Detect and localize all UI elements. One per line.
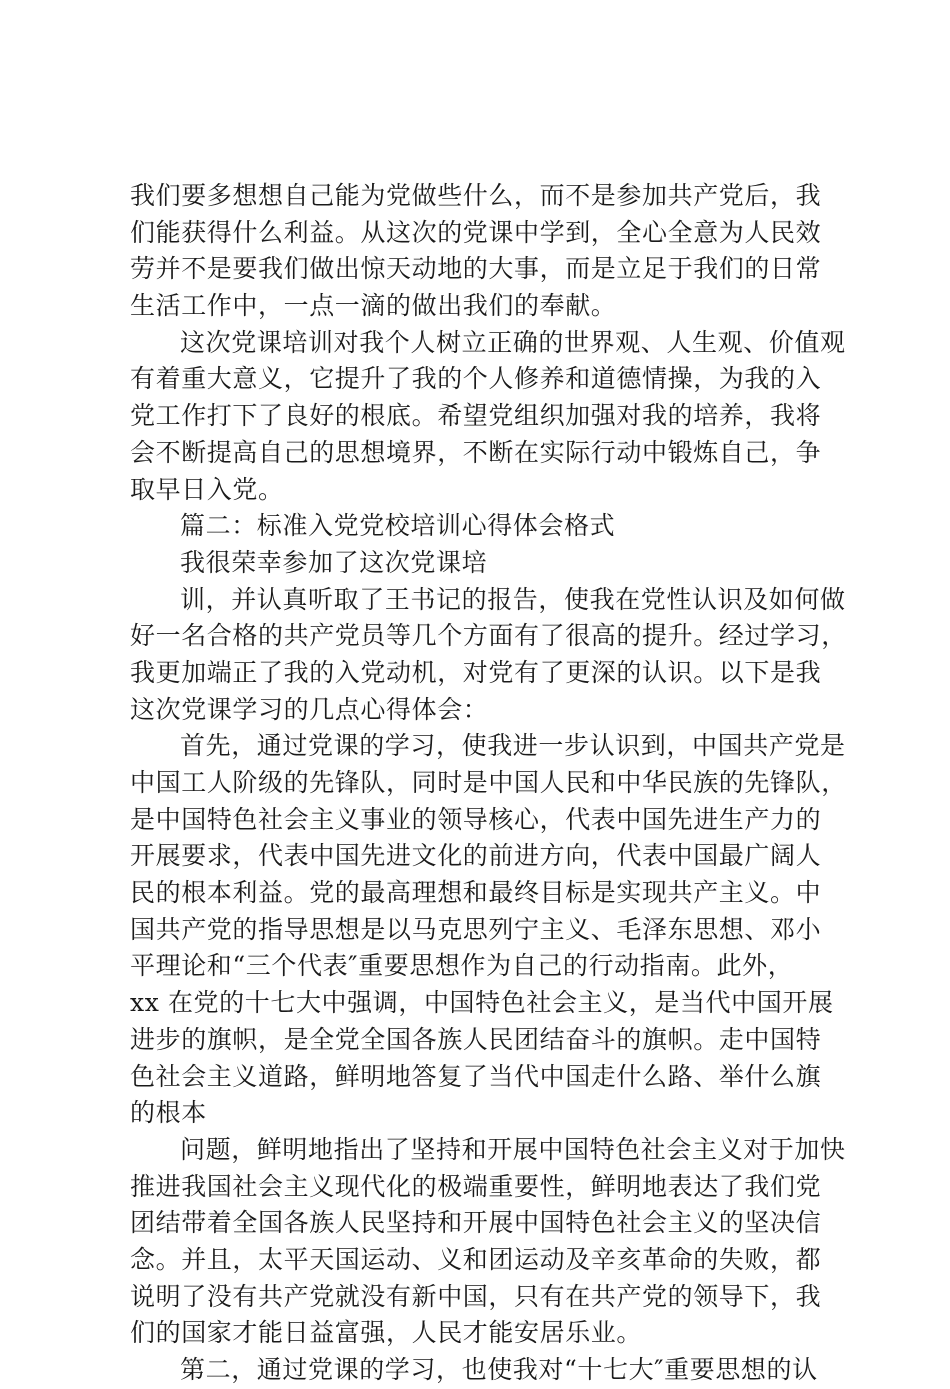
text-line: 好一名合格的共产党员等几个方面有了很高的提升。经过学习，: [130, 621, 847, 651]
text-line: 取早日入党。: [130, 474, 284, 504]
text-line: 们的国家才能日益富强，人民才能安居乐业。: [130, 1318, 643, 1348]
text-line: 训，并认真听取了王书记的报告，使我在党性认识及如何做: [180, 584, 846, 614]
text-line: 我更加端正了我的入党动机，对党有了更深的认识。以下是我: [130, 657, 822, 687]
text-line: 我们要多想想自己能为党做些什么，而不是参加共产党后，我: [130, 181, 822, 210]
text-line: 的根本: [130, 1098, 207, 1128]
text-line: 我很荣幸参加了这次党课培: [180, 547, 488, 577]
text-line: 这次党课学习的几点心得体会：: [130, 694, 489, 724]
text-line: 说明了没有共产党就没有新中国，只有在共产党的领导下，我: [130, 1281, 822, 1311]
text-line: 劳并不是要我们做出惊天动地的大事，而是立足于我们的日常: [130, 254, 822, 284]
text-line: 念。并且，太平天国运动、义和团运动及辛亥革命的失败，都: [130, 1244, 822, 1274]
text-line: 问题，鲜明地指出了坚持和开展中国特色社会主义对于加快: [180, 1134, 846, 1164]
text-line: 首先，通过党课的学习，使我进一步认识到，中国共产党是: [180, 731, 846, 761]
text-line: 推进我国社会主义现代化的极端重要性，鲜明地表达了我们党: [130, 1171, 822, 1201]
text-line: 进步的旗帜，是全党全国各族人民团结奋斗的旗帜。走中国特: [130, 1024, 822, 1054]
text-line: 第二，通过党课的学习，也使我对“十七大″重要思想的认: [180, 1355, 818, 1384]
text-line: 色社会主义道路，鲜明地答复了当代中国走什么路、举什么旗: [130, 1061, 822, 1091]
text-line: 生活工作中，一点一滴的做出我们的奉献。: [130, 291, 617, 321]
text-line: 党工作打下了良好的根底。希望党组织加强对我的培养，我将: [130, 401, 822, 431]
text-line: 民的根本利益。党的最高理想和最终目标是实现共产主义。中: [130, 878, 822, 908]
text-line: 平理论和“三个代表″重要思想作为自己的行动指南。此外，: [130, 951, 794, 981]
text-line: 团结带着全国各族人民坚持和开展中国特色社会主义的坚决信: [130, 1208, 822, 1238]
text-line: 们能获得什么利益。从这次的党课中学到，全心全意为人民效: [130, 217, 822, 247]
text-line: 有着重大意义，它提升了我的个人修养和道德情操，为我的入: [130, 364, 822, 394]
text-line: 这次党课培训对我个人树立正确的世界观、人生观、价值观: [180, 327, 846, 357]
text-line: 是中国特色社会主义事业的领导核心，代表中国先进生产力的: [130, 804, 822, 834]
text-line: 国共产党的指导思想是以马克思列宁主义、毛泽东思想、邓小: [130, 914, 822, 944]
text-line: xx 在党的十七大中强调，中国特色社会主义，是当代中国开展: [130, 988, 834, 1018]
document-body-text: [130, 178, 847, 1389]
text-line: 会不断提高自己的思想境界，不断在实际行动中锻炼自己，争: [130, 437, 822, 467]
text-line: 中国工人阶级的先锋队，同时是中国人民和中华民族的先锋队，: [130, 768, 847, 797]
text-line: 开展要求，代表中国先进文化的前进方向，代表中国最广阔人: [130, 841, 822, 871]
text-line: 篇二：标准入党党校培训心得体会格式: [180, 511, 616, 541]
